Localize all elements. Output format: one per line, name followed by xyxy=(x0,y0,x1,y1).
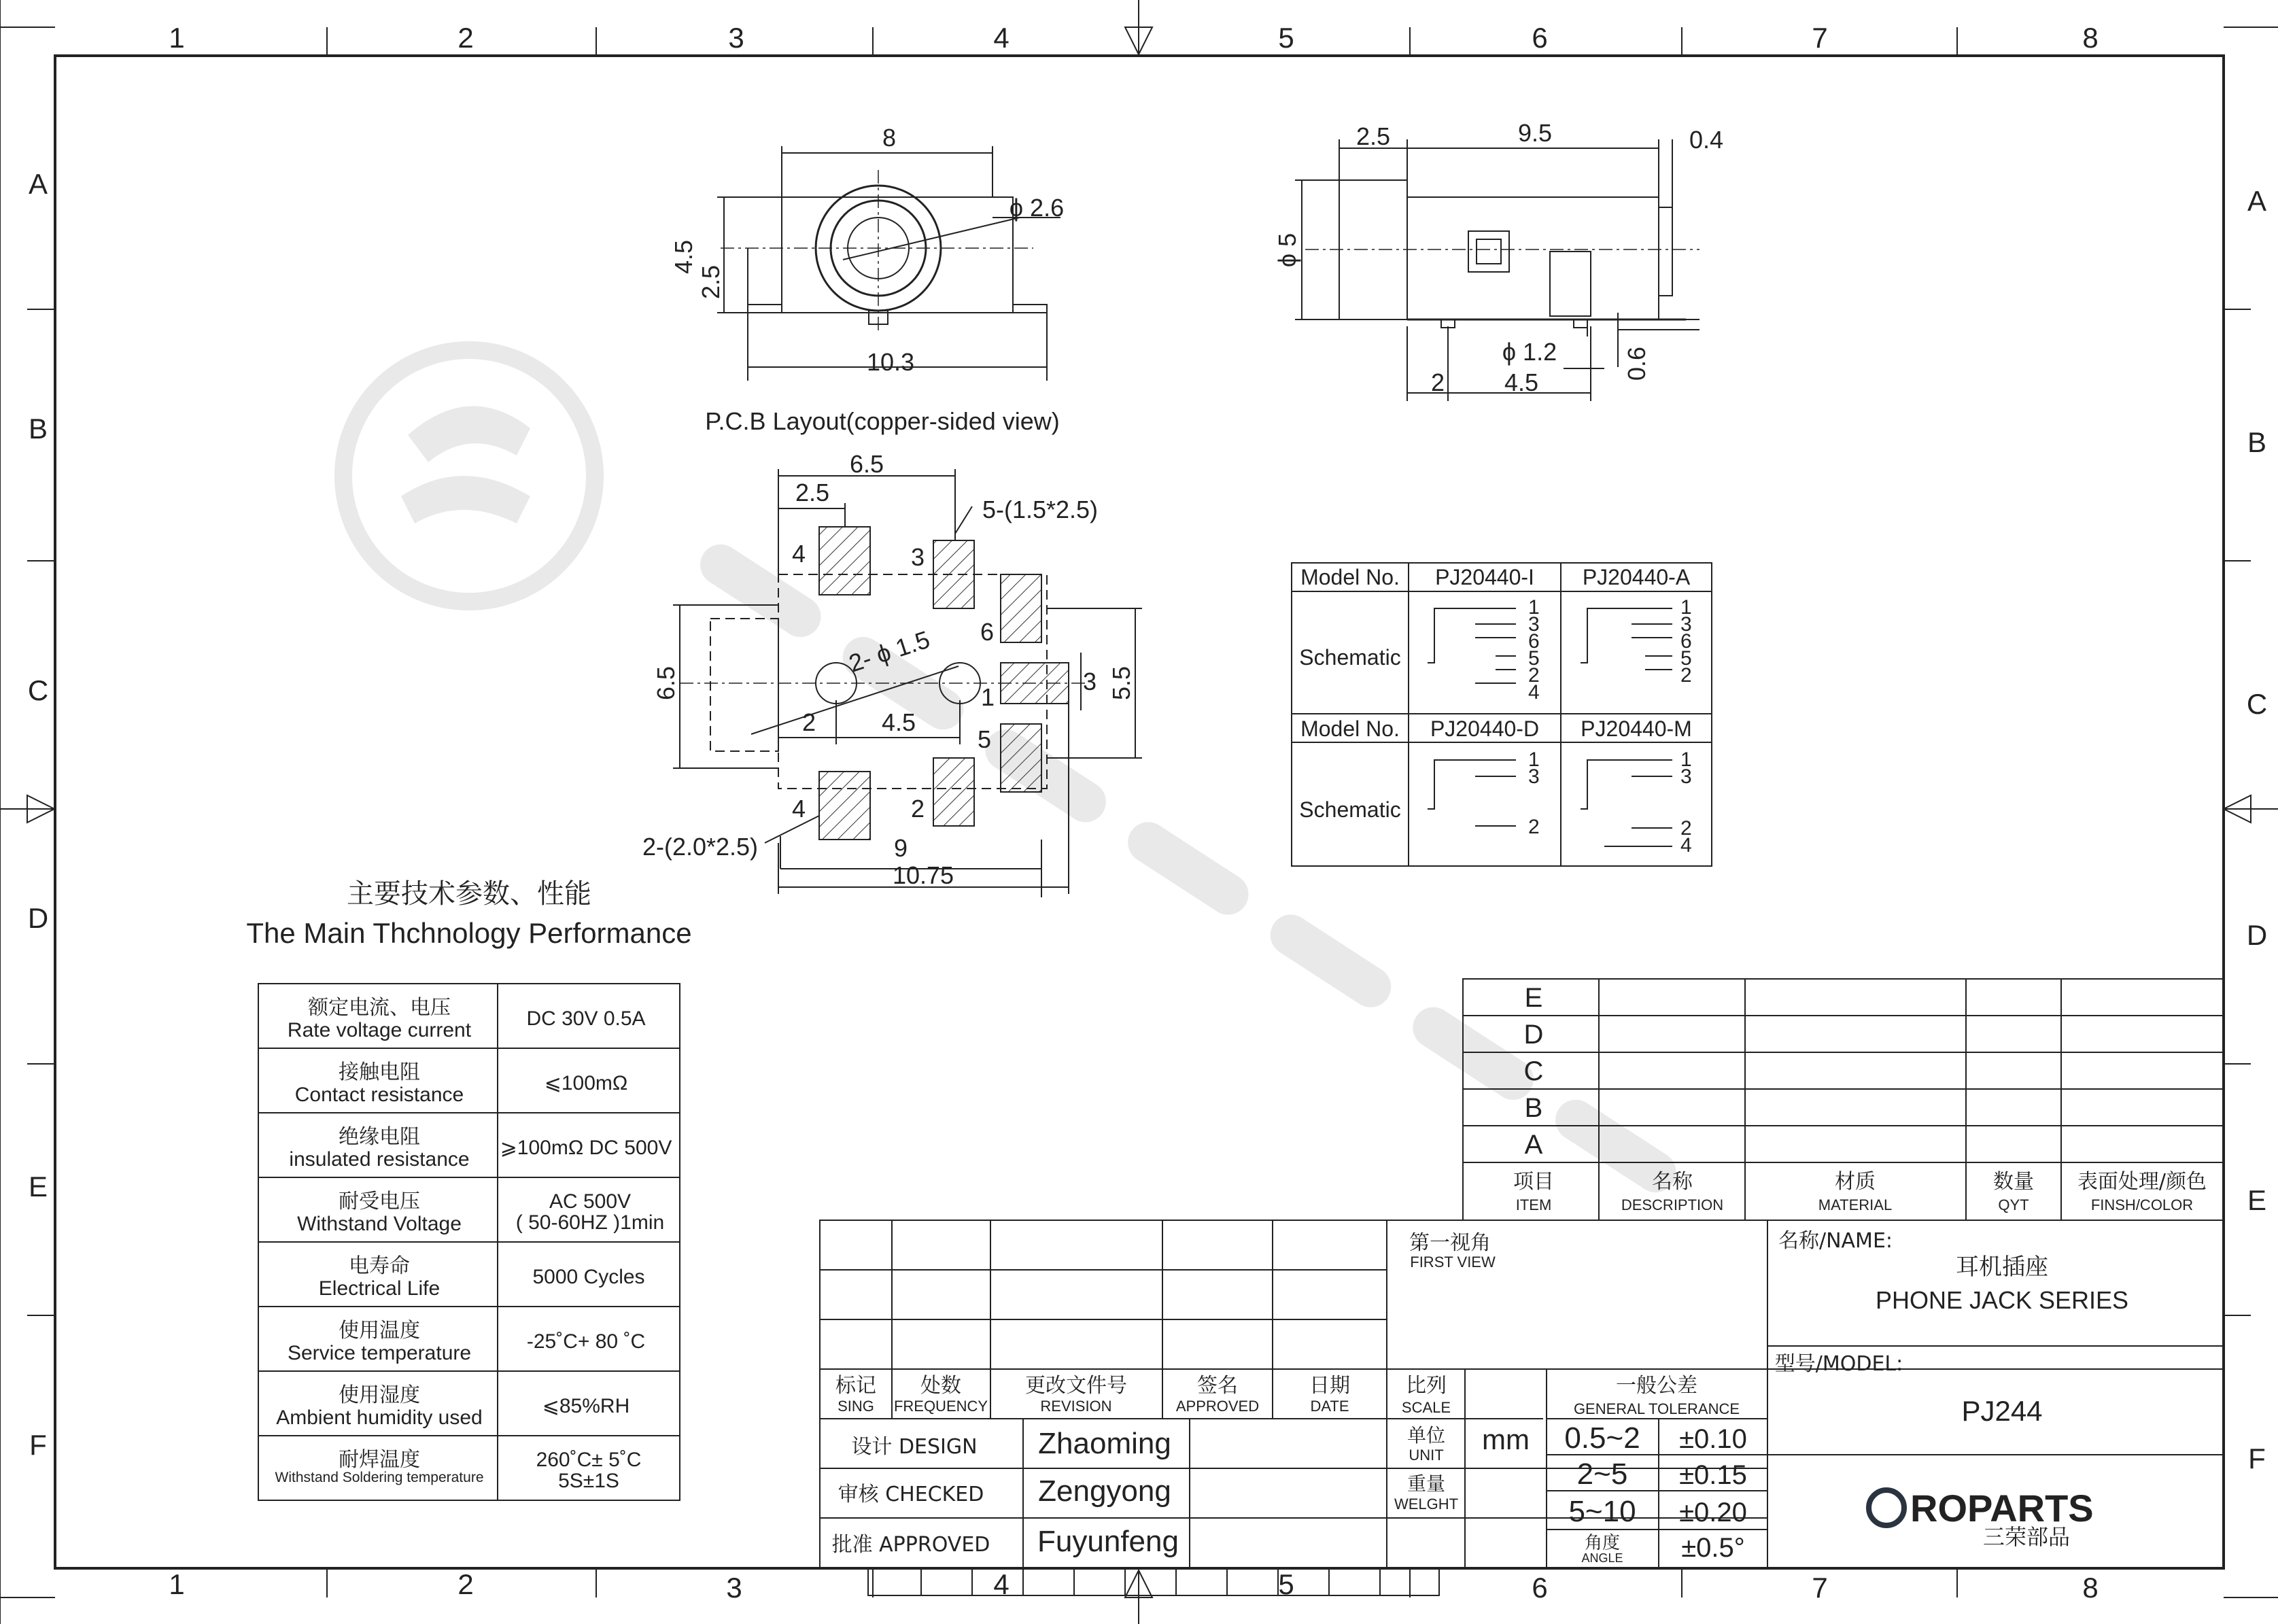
row-label: F xyxy=(2248,1442,2266,1474)
dim-bot1: 9 xyxy=(893,834,908,862)
col-label: 2 xyxy=(458,22,474,54)
change-header-cn: 签名 xyxy=(1197,1374,1238,1398)
angle-cn: 角度 xyxy=(1584,1533,1621,1553)
tolerance-en: GENERAL TOLERANCE xyxy=(1573,1400,1740,1417)
param-value: ⩽100mΩ xyxy=(544,1072,628,1094)
param-name-cn: 使用湿度 xyxy=(339,1383,420,1407)
logo-mark-icon xyxy=(1869,1490,1904,1525)
change-header-en: FREQUENCY xyxy=(893,1398,988,1415)
rev-header-cn: 名称 xyxy=(1652,1170,1693,1194)
pin-2: 2 xyxy=(910,795,925,823)
logo-text-cn: 三荣部品 xyxy=(1982,1524,2070,1550)
dim-h: 0.6 xyxy=(1623,346,1651,381)
sign-label: 审核 CHECKED xyxy=(838,1483,984,1506)
model-name: PJ20440-I xyxy=(1435,565,1534,589)
product-name-en: PHONE JACK SERIES xyxy=(1875,1286,2129,1314)
col-label: 1 xyxy=(169,1568,185,1600)
revision-letter: E xyxy=(1524,983,1543,1013)
param-name-en: Contact resistance xyxy=(294,1084,464,1106)
param-name-cn: 使用温度 xyxy=(339,1319,420,1343)
rev-header-cn: 数量 xyxy=(1993,1170,2034,1194)
pin-num: 1 xyxy=(1528,748,1540,771)
dim-bot2: 10.75 xyxy=(892,861,954,889)
dim-w1: 6.5 xyxy=(849,450,884,478)
row-label: E xyxy=(28,1171,48,1203)
revision-rows xyxy=(1513,983,2207,1213)
revision-letter: D xyxy=(1523,1020,1544,1050)
weight-cn: 重量 xyxy=(1407,1472,1446,1495)
revision-letter: C xyxy=(1523,1056,1544,1086)
pin-num: 6 xyxy=(1680,630,1692,653)
change-header-en: REVISION xyxy=(1040,1398,1112,1415)
dim-f: 2 xyxy=(1430,368,1445,396)
pin-4b: 4 xyxy=(791,795,806,823)
scale-en: SCALE xyxy=(1401,1399,1451,1416)
col-label: 5 xyxy=(1278,1568,1294,1600)
col-label: 7 xyxy=(1812,1572,1828,1604)
dim-d1: 2 xyxy=(801,708,816,736)
dim-g: 4.5 xyxy=(1504,368,1539,396)
pin-num: 5 xyxy=(1528,647,1540,670)
dim-w2: 2.5 xyxy=(795,479,830,506)
col-label: 1 xyxy=(169,22,185,54)
unit-en: UNIT xyxy=(1409,1447,1444,1464)
schematic-table-text xyxy=(1299,565,1692,822)
param-value: DC 30V 0.5A xyxy=(526,1007,646,1030)
pin-num: 2 xyxy=(1528,664,1540,687)
rev-header-en: MATERIAL xyxy=(1818,1196,1893,1213)
row-label: C xyxy=(27,674,49,706)
param-name-cn: 耐受电压 xyxy=(339,1190,420,1213)
unit-cn: 单位 xyxy=(1407,1424,1446,1447)
pin-4: 4 xyxy=(791,540,806,568)
sign-name: Zengyong xyxy=(1038,1474,1171,1508)
change-header-cn: 标记 xyxy=(835,1374,876,1398)
model-name: PJ20440-D xyxy=(1430,716,1540,741)
dim-mid: 3 xyxy=(1082,668,1097,695)
pin-1: 1 xyxy=(980,683,995,711)
side-view-dims xyxy=(1273,119,1723,396)
col-label: 6 xyxy=(1532,22,1548,54)
pin-num: 5 xyxy=(1680,647,1692,670)
row-label: D xyxy=(27,902,49,934)
param-value-2: ( 50-60HZ )1min xyxy=(515,1211,665,1234)
zone-labels xyxy=(28,22,2267,1604)
row-label: B xyxy=(2247,426,2267,458)
param-value: 260˚C± 5˚C xyxy=(536,1449,642,1471)
weight-en: WELGHT xyxy=(1394,1496,1459,1513)
param-value: ⩽85%RH xyxy=(542,1395,630,1417)
col-label: 5 xyxy=(1278,22,1294,54)
first-view-en: FIRST VIEW xyxy=(1410,1254,1496,1271)
dim-d2: 4.5 xyxy=(881,708,916,736)
unit-value: mm xyxy=(1482,1423,1530,1455)
dim-width: 8 xyxy=(882,124,897,152)
change-header-en: DATE xyxy=(1310,1398,1349,1415)
col-label: 7 xyxy=(1812,22,1828,54)
pin-num: 3 xyxy=(1528,613,1540,636)
param-value: ⩾100mΩ DC 500V xyxy=(500,1137,672,1159)
tolerance-cn: 一般公差 xyxy=(1616,1374,1697,1398)
param-name-cn: 电寿命 xyxy=(349,1254,410,1278)
first-view-cn: 第一视角 xyxy=(1409,1231,1491,1255)
performance-title xyxy=(246,878,691,949)
pin-num: 1 xyxy=(1528,596,1540,619)
pad-note: 5-(1.5*2.5) xyxy=(982,496,1099,523)
tol-value: ±0.20 xyxy=(1679,1498,1747,1527)
dim-e: ϕ 1.2 xyxy=(1502,338,1557,366)
row-label: A xyxy=(28,168,48,200)
rev-header-cn: 表面处理/颜色 xyxy=(2077,1170,2207,1194)
dim-height-2: 2.5 xyxy=(697,264,725,300)
change-header-cn: 日期 xyxy=(1309,1374,1350,1398)
pin-num: 4 xyxy=(1528,681,1540,704)
pin-num: 6 xyxy=(1528,630,1540,653)
col-label: 3 xyxy=(728,22,744,54)
param-name-en: insulated resistance xyxy=(289,1148,470,1171)
row-label: D xyxy=(2246,919,2268,951)
param-name-cn: 耐焊温度 xyxy=(339,1448,420,1472)
performance-rows xyxy=(275,996,672,1492)
schematic-label: Schematic xyxy=(1299,645,1401,670)
pin-num: 3 xyxy=(1528,765,1540,788)
model-label: Model No. xyxy=(1300,565,1400,589)
row-label: C xyxy=(2246,688,2268,720)
dim-a: 2.5 xyxy=(1356,122,1391,150)
rev-header-en: FINSH/COLOR xyxy=(2090,1196,2194,1213)
pin-3: 3 xyxy=(910,543,925,571)
row-label: F xyxy=(29,1429,47,1461)
pad-note-2: 2-(2.0*2.5) xyxy=(642,833,759,861)
tol-value: ±0.15 xyxy=(1679,1460,1747,1490)
col-label: 6 xyxy=(1532,1572,1548,1604)
view-caption: P.C.B Layout(copper-sided view) xyxy=(705,407,1060,435)
pin-6: 6 xyxy=(980,618,995,646)
param-name-cn: 额定电流、电压 xyxy=(308,996,451,1020)
pin-num: 2 xyxy=(1680,664,1692,687)
rev-header-cn: 项目 xyxy=(1513,1170,1554,1194)
param-value: -25˚C+ 80 ˚C xyxy=(526,1330,646,1353)
pin-5: 5 xyxy=(977,725,992,753)
model-name: PJ20440-A xyxy=(1582,565,1691,589)
model-name: PJ20440-M xyxy=(1581,716,1692,741)
rev-header-cn: 材质 xyxy=(1835,1170,1876,1194)
dim-b: 9.5 xyxy=(1517,119,1553,147)
model-label: 型号/MODEL: xyxy=(1774,1352,1903,1376)
dim-total: 10.3 xyxy=(866,348,915,376)
param-name-en: Withstand Soldering temperature xyxy=(275,1470,484,1485)
param-name-en: Electrical Life xyxy=(318,1277,441,1300)
product-name-cn: 耳机插座 xyxy=(1956,1254,2048,1281)
dim-h-left: 6.5 xyxy=(652,666,680,701)
pin-num: 1 xyxy=(1680,748,1692,771)
schematic-label: Schematic xyxy=(1299,797,1401,822)
tol-range: 2~5 xyxy=(1576,1457,1628,1491)
param-name-en: Ambient humidity used xyxy=(276,1406,483,1429)
param-name-en: Service temperature xyxy=(287,1342,472,1364)
angle-en: ANGLE xyxy=(1581,1551,1623,1565)
top-view-dims xyxy=(670,124,1064,435)
logo-text: ROPARTS xyxy=(1910,1487,2094,1530)
top-view xyxy=(717,146,1060,381)
sign-label: 设计 DESIGN xyxy=(851,1435,978,1459)
tol-range: 0.5~2 xyxy=(1564,1421,1640,1455)
change-header-cn: 处数 xyxy=(920,1374,961,1398)
rev-header-en: ITEM xyxy=(1515,1196,1552,1213)
pin-num: 2 xyxy=(1528,816,1540,838)
pin-num: 1 xyxy=(1680,596,1692,619)
change-header-cn: 更改文件号 xyxy=(1025,1374,1127,1398)
param-value-2: 5S±1S xyxy=(558,1470,619,1492)
row-label: E xyxy=(2247,1184,2267,1216)
param-name-cn: 接触电阻 xyxy=(339,1060,420,1084)
company-logo xyxy=(1869,1487,2094,1550)
param-value: AC 500V xyxy=(549,1190,632,1213)
pin-num: 3 xyxy=(1680,765,1692,788)
performance-title-en: The Main Thchnology Performance xyxy=(246,917,692,949)
col-label: 2 xyxy=(458,1568,474,1600)
param-value: 5000 Cycles xyxy=(532,1266,645,1288)
col-label: 8 xyxy=(2082,1572,2099,1604)
param-name-cn: 绝缘电阻 xyxy=(339,1125,420,1149)
dim-c: 0.4 xyxy=(1689,126,1724,154)
rev-header-en: DESCRIPTION xyxy=(1621,1196,1724,1213)
dim-height: 4.5 xyxy=(670,239,697,275)
row-label: B xyxy=(28,413,48,445)
change-header-en: APPROVED xyxy=(1175,1398,1260,1415)
angle-tol: ±0.5° xyxy=(1681,1533,1745,1563)
sign-name: Zhaoming xyxy=(1038,1427,1171,1460)
dim-diameter: ϕ 2.6 xyxy=(1009,194,1065,222)
col-label: 8 xyxy=(2082,22,2099,54)
pin-num: 4 xyxy=(1680,834,1692,857)
sign-label: 批准 APPROVED xyxy=(831,1533,990,1557)
hole-note: 2- ϕ 1.5 xyxy=(845,625,933,678)
row-label: A xyxy=(2247,185,2267,217)
dim-h-right: 5.5 xyxy=(1107,666,1135,701)
performance-title-cn: 主要技术参数、性能 xyxy=(347,878,591,910)
dim-d: ϕ 5 xyxy=(1273,232,1301,268)
change-header-en: SING xyxy=(838,1398,874,1415)
col-label: 4 xyxy=(993,1568,1009,1600)
param-name-en: Rate voltage current xyxy=(287,1019,472,1041)
tol-range: 5~10 xyxy=(1568,1495,1636,1528)
scale-cn: 比列 xyxy=(1406,1374,1447,1398)
param-name-en: Withstand Voltage xyxy=(297,1213,462,1235)
model-label: Model No. xyxy=(1300,716,1400,741)
pin-num: 3 xyxy=(1680,613,1692,636)
sign-name: Fuyunfeng xyxy=(1037,1525,1179,1558)
col-label: 4 xyxy=(993,22,1009,54)
revision-letter: A xyxy=(1524,1130,1543,1160)
rev-header-en: QYT xyxy=(1998,1196,2029,1213)
model-value: PJ244 xyxy=(1961,1395,2043,1427)
name-label: 名称/NAME: xyxy=(1778,1229,1893,1253)
col-label: 3 xyxy=(726,1572,742,1604)
tol-value: ±0.10 xyxy=(1679,1424,1747,1454)
pin-num: 2 xyxy=(1680,817,1692,840)
revision-letter: B xyxy=(1524,1093,1543,1123)
